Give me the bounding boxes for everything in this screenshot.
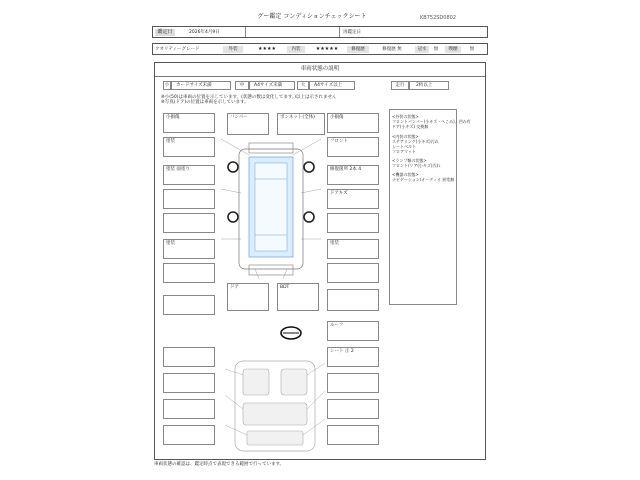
section-title: 車両状態の説明	[300, 66, 340, 72]
exterior-label: 外装	[223, 46, 243, 53]
damage-cell-right	[327, 263, 379, 283]
flood-label: 冠水	[415, 46, 429, 53]
grade-row	[152, 43, 488, 55]
damage-cell-right: 修復箇所 2本 4	[327, 165, 379, 185]
interior-cell-left	[163, 373, 215, 393]
flood-value: 無	[433, 47, 439, 52]
interior-cell-left	[163, 399, 215, 419]
interior-cell	[327, 425, 379, 445]
interior-cell	[327, 373, 379, 393]
damage-cell-left	[163, 295, 215, 315]
damage-cell-right	[327, 289, 379, 311]
interior-cell	[327, 399, 379, 419]
interior-stars: ★★★★★	[315, 46, 339, 52]
damage-cell-top: ボンネット(全体)	[277, 113, 325, 135]
detail-line: シートベルト	[392, 144, 416, 149]
legend-small-cell: 小	[164, 83, 170, 88]
condition-check-sheet	[152, 0, 488, 480]
detail-exterior-title: <外装の状態>	[392, 114, 419, 119]
repair-label: 修復歴	[347, 46, 369, 53]
detail-equipment-title: <機器の状態>	[392, 172, 419, 177]
legend-large-value: A4サイズ以上	[309, 81, 355, 90]
details-panel	[389, 109, 471, 305]
detail-line: フロアマット	[392, 149, 416, 154]
interior-cell: シート 正 2	[327, 347, 379, 367]
note-line-1: ※小(50)は車両の位置を示しています。(状態の数は変化してます。)以上は示されません	[161, 95, 337, 100]
damage-cell-right: フロント	[327, 137, 379, 157]
divider	[245, 27, 246, 37]
damage-cell-left: 塗装	[163, 137, 215, 157]
date-label: 鑑定日	[155, 29, 175, 36]
periodic-label: 再鑑定日	[343, 30, 361, 35]
detail-lamp-title: <ランプ類の状態>	[392, 158, 427, 163]
interior-cell-left	[163, 347, 215, 367]
document-code: KB752SD0802	[420, 15, 457, 21]
damage-cell-bottom: ドア	[227, 283, 269, 311]
divider	[339, 27, 340, 37]
condition-section	[154, 62, 486, 460]
meter-value-cell: 2桁以上	[409, 81, 449, 90]
damage-cell-right: ドアキズ	[327, 189, 379, 209]
damage-cell-top: バンパー	[227, 113, 269, 135]
steering-wheel-icon	[279, 325, 303, 341]
detail-line: ドア(小キズ) 交換無	[392, 124, 429, 129]
damage-cell-left: 塗装 面塗り	[163, 165, 215, 185]
detail-interior-title: <内装の状態>	[392, 134, 419, 139]
exterior-stars: ★★★★	[258, 46, 276, 52]
damage-cell-left	[163, 263, 215, 283]
sheet-title: グー鑑定 コンディションチェックシート	[257, 13, 367, 20]
car-exterior-diagram	[219, 139, 323, 279]
smoke-value: 無	[469, 47, 475, 52]
legend-mid-cell: 中	[235, 81, 249, 90]
footer-note: 車両状態の確認は、鑑定時点で表現できる範囲で行っています。	[154, 462, 285, 467]
damage-cell-right: 小損傷	[327, 113, 379, 133]
damage-cell-right: 塗装	[327, 239, 379, 259]
damage-cell-left	[163, 189, 215, 209]
repair-value: 修復歴 無	[382, 47, 402, 52]
detail-line: フロント/リア(小キズ)汚れ	[392, 163, 441, 168]
smoke-label: 喫煙	[445, 46, 461, 53]
legend-small-value: カードサイズ未満	[171, 81, 231, 90]
interior-cell: ルーフ	[327, 321, 379, 341]
damage-cell-left: 小損傷	[163, 113, 215, 133]
interior-cell-left	[163, 425, 215, 445]
legend-large-cell: 大	[297, 81, 309, 90]
detail-line: ナビゲーション/オーディオ 異常無	[392, 177, 455, 182]
car-interior-diagram	[225, 355, 325, 455]
legend-mid-value: A4サイズ未満	[249, 81, 295, 90]
damage-cell-left: 塗装	[163, 239, 215, 259]
damage-cell-bottom: BDT	[277, 283, 319, 311]
interior-label: 内装	[287, 46, 305, 53]
date-value: 2026年4月9日	[189, 30, 220, 35]
note-line-2: ※写真(ドア)の位置は車両を示しています。	[161, 100, 249, 105]
damage-cell-left	[163, 213, 215, 233]
quality-grade-label: クオリティーグレード	[155, 47, 200, 52]
damage-cell-right	[327, 213, 379, 233]
detail-line: ステアリング(小キズ)汚れ	[392, 139, 439, 144]
divider	[155, 76, 485, 77]
detail-line: フロントバンパー(小キズ・へこみ)、凹み有	[392, 119, 471, 124]
date-row	[152, 26, 488, 38]
meter-label-cell: 走行	[391, 81, 409, 90]
